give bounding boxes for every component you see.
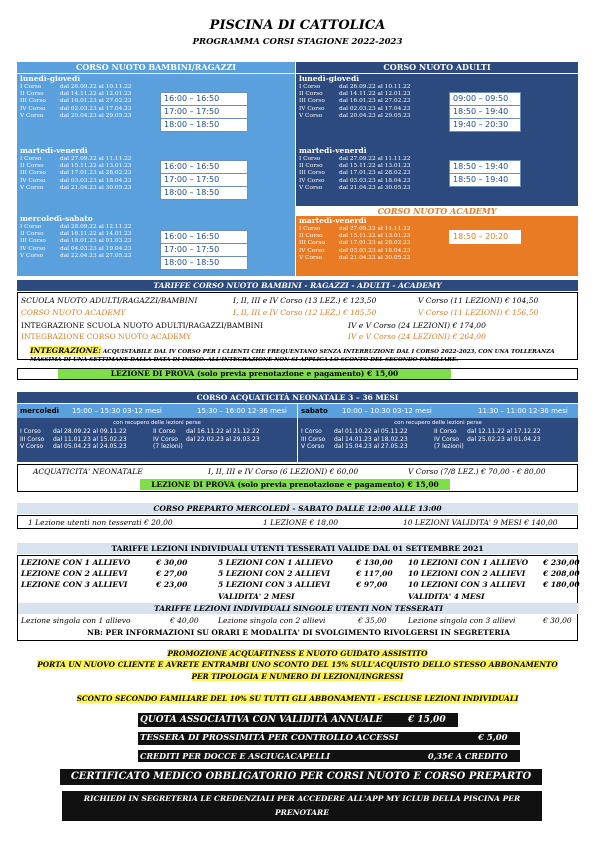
acqua-cell: (7 lezioni) — [434, 443, 464, 450]
kids-course-title: CORSO NUOTO BAMBINI/RAGAZZI — [17, 62, 295, 73]
academy-block — [296, 216, 578, 276]
course-dates: dal 17.01.23 al 28.02.23 — [60, 170, 132, 177]
acqua-prova: LEZIONE DI PROVA (solo previa prenotazione e pagamento) € 15,00 — [140, 479, 450, 490]
single-1-label: Lezione singola con 1 allievo — [21, 616, 131, 625]
course-row — [20, 156, 295, 163]
indiv-nb: NB: PER INFORMAZIONI SU ORARI E MODALITA' DI SVOLGIMENTO RIVOLGERSI IN SEGRETERIA — [86, 628, 510, 637]
course-dates: dal 18.01.23 al 01.03.23 — [60, 238, 132, 245]
acqua-cell: dal 05.04.23 al 24.05.23 — [53, 443, 127, 450]
course-row — [299, 91, 578, 98]
acqua-cell: (7 lezioni) — [153, 443, 183, 450]
course-dates: dal 15.11.22 al 13.01.23 — [339, 233, 411, 240]
course-name: II Corso — [20, 163, 44, 170]
integr-academy-label: INTEGRAZIONE CORSO NUOTO ACADEMY — [21, 332, 192, 341]
course-dates: dal 02.03.23 al 17.04.23 — [339, 105, 411, 112]
day-label: lunedì-giovedì — [20, 74, 81, 83]
indiv-cell: 5 LEZIONI CON 2 ALLIEVI — [218, 569, 331, 578]
time-slot: 16:00 – 16:50 — [160, 160, 248, 174]
indiv-cell: € 27,00 — [156, 569, 188, 578]
course-name: IV Corso — [299, 177, 325, 184]
adults-course-title: CORSO NUOTO ADULTI — [296, 62, 578, 73]
course-dates: dal 03.03.23 al 18.04.23 — [60, 177, 132, 184]
time-slot: 18:00 – 18:50 — [160, 186, 248, 200]
course-row — [20, 246, 295, 253]
course-name: I Corso — [299, 84, 321, 90]
course-dates: dal 20.04.23 al 29.05.23 — [60, 112, 132, 119]
course-name: I Corso — [20, 224, 42, 230]
course-name: II Corso — [299, 91, 323, 98]
time-slot: 17:00 – 17:50 — [160, 243, 248, 257]
tariffe-row2-label: CORSO NUOTO ACADEMY — [21, 308, 126, 317]
course-dates: dal 16.11.22 al 14.01.23 — [60, 231, 132, 238]
day-label: mercoledì-sabato — [20, 214, 93, 223]
course-dates: dal 27.09.22 al 11.11.22 — [339, 156, 411, 162]
course-row — [299, 106, 578, 113]
acqua-cell: IV Corso — [153, 435, 178, 443]
adults-block-mon-thu — [296, 74, 578, 146]
prova-text: LEZIONE DI PROVA (solo previa prenotazione e pagamento) € 15,00 — [58, 369, 451, 379]
course-name: V Corso — [299, 254, 323, 261]
course-row — [20, 185, 295, 192]
time-slot: 09:00 – 09:50 — [449, 92, 521, 106]
kids-block-wed-sat — [17, 214, 295, 276]
course-name: III Corso — [299, 98, 325, 105]
acqua-cell: dal 22.02.23 al 29.03.23 — [186, 435, 260, 443]
course-row — [20, 170, 295, 177]
time-slot: 18:50 – 19:40 — [449, 160, 521, 174]
course-dates: dal 28.09.22 al 12.11.22 — [60, 224, 132, 230]
preparto-c3: 10 LEZIONI VALIDITA' 9 MESI € 140,00 — [403, 518, 558, 527]
course-name: II Corso — [20, 91, 44, 98]
course-dates: dal 16.01.23 al 27.02.23 — [60, 98, 132, 105]
indiv-title: TARIFFE LEZIONI INDIVIDUALI UTENTI TESSERATI VALIDE DAL 01 SETTEMBRE 2021 — [17, 543, 578, 554]
acqua-row — [20, 443, 295, 451]
course-dates: dal 14.11.22 al 12.01.23 — [60, 91, 132, 98]
course-dates: dal 03.03.23 al 18.04.23 — [339, 247, 411, 254]
acqua-cell: II Corso — [434, 428, 457, 435]
course-row — [299, 255, 578, 262]
day-label: lunedì-giovedì — [299, 74, 360, 83]
course-row — [299, 98, 578, 105]
course-dates: dal 26.09.22 al 10.11.22 — [60, 84, 132, 90]
single-2-label: Lezione singola con 2 allievi — [218, 616, 326, 625]
app-line1: RICHIEDI IN SEGRETERIA LE CREDENZIALI PER ACCEDERE ALL'APP MY ICLUB DELLA PISCINA PER PRENOTARE — [83, 794, 521, 817]
course-row — [20, 91, 295, 98]
fee-quota: QUOTA ASSOCIATIVA CON VALIDITÀ ANNUALE € 15,00 — [138, 713, 458, 727]
tariffe-row2-price2: V Corso (11 LEZIONI) € 156,50 — [418, 308, 539, 317]
acqua-cell: I Corso — [20, 428, 41, 435]
acqua-row — [20, 436, 295, 444]
promo-line2: PORTA UN NUOVO CLIENTE E AVRETE ENTRAMBI UNO SCONTO DEL 15% SULL'ACQUISTO DELLO STESSO ABBONAMENTO — [37, 660, 558, 669]
course-name: III Corso — [299, 170, 325, 177]
course-row — [20, 231, 295, 238]
integr-label: INTEGRAZIONE SCUOLA NUOTO ADULTI/RAGAZZI/BAMBINI — [21, 321, 264, 330]
acqua-row — [301, 443, 576, 451]
page-title: PISCINA DI CATTOLICA — [209, 18, 386, 33]
course-row — [20, 84, 295, 91]
indiv-cell: LEZIONE CON 2 ALLIEVI — [21, 569, 128, 578]
acqua-right-recup: con recupero delle lezioni perse — [394, 420, 482, 426]
acqua-cell: V Corso — [301, 443, 325, 450]
acqua-right-t1: 10:00 – 10:30 03-12 mesi — [342, 407, 432, 415]
course-dates: dal 03.03.23 al 18.04.23 — [339, 177, 411, 184]
acqua-cell: dal 12.11.22 al 17.12.22 — [467, 428, 541, 435]
indiv-cell: € 230,00 — [543, 558, 580, 567]
acqua-row — [301, 436, 576, 444]
day-label: martedì-venerdì — [299, 216, 367, 225]
single-2-price: € 35,00 — [358, 616, 387, 625]
course-row — [299, 178, 578, 185]
course-row — [20, 106, 295, 113]
acqua-cell — [186, 443, 286, 451]
course-row — [20, 224, 295, 231]
acqua-cell: dal 28.09.22 al 09.11.22 — [53, 428, 127, 435]
indiv-single-title: TARIFFE LEZIONI INDIVIDUALI SINGOLE UTENTI NON TESSERATI — [18, 603, 579, 614]
acqua-right-day: sabato — [301, 407, 328, 415]
time-slot: 19:40 – 20:30 — [449, 118, 521, 132]
course-name: II Corso — [299, 233, 323, 240]
acqua-tariff-label: ACQUATICITA' NEONATALE — [33, 467, 143, 476]
day-label: martedì-venerdì — [299, 146, 367, 155]
course-name: II Corso — [299, 163, 323, 170]
course-dates: dal 15.11.22 al 13.01.23 — [60, 163, 132, 170]
preparto-title: CORSO PREPARTO MERCOLEDÌ - SABATO DALLE 12:00 ALLE 13:00 — [17, 503, 578, 514]
indiv-cell: € 208,00 — [543, 569, 580, 578]
acqua-tariff-price1: I, II, III e IV Corso (6 LEZIONI) € 60,00 — [208, 467, 359, 476]
time-slot: 18:00 – 18:50 — [160, 256, 248, 270]
acqua-title: CORSO ACQUATICITÀ NEONATALE 3 – 36 MESI — [17, 392, 578, 403]
preparto-table — [17, 515, 578, 529]
course-dates: dal 27.09.22 al 11.11.22 — [60, 156, 132, 162]
course-dates: dal 02.03.23 al 17.04.23 — [60, 105, 132, 112]
course-row — [299, 113, 578, 120]
indiv-cell: € 97,00 — [356, 580, 388, 589]
course-dates: dal 21.04.23 al 30.05.23 — [60, 184, 132, 191]
course-row — [20, 163, 295, 170]
single-1-price: € 40,00 — [170, 616, 199, 625]
acqua-row — [301, 428, 576, 436]
promo-line1: PROMOZIONE ACQUAFITNESS E NUOTO GUIDATO ASSISTITO — [167, 649, 428, 658]
integr-note-label: INTEGRAZIONE: — [30, 346, 101, 355]
indiv-cell: LEZIONE CON 3 ALLIEVI — [21, 580, 128, 589]
indiv-cell: € 180,00 — [543, 580, 580, 589]
acqua-cell: dal 14.01.23 al 18.02.23 — [334, 435, 408, 443]
course-name: II Corso — [20, 231, 44, 238]
indiv-cell: € 30,00 — [156, 558, 188, 567]
tariffe-row1-price2: V Corso (11 LEZIONI) € 104,50 — [418, 296, 539, 305]
fee-tessera: TESSERA DI PROSSIMITÀ PER CONTROLLO ACCESSI € 5,00 — [138, 732, 520, 745]
indiv-cell: LEZIONE CON 1 ALLIEVO — [21, 558, 131, 567]
time-slot: 18:50 – 20:20 — [449, 230, 521, 244]
indiv-table — [17, 555, 578, 641]
acqua-cell: II Corso — [153, 428, 176, 435]
acqua-cell: dal 11.01.23 al 15.02.23 — [53, 435, 127, 443]
course-dates: dal 16.01.23 al 27.02.23 — [339, 98, 411, 105]
fee-crediti: CREDITI PER DOCCE E ASCIUGACAPELLI 0,35€ A CREDITO — [138, 750, 520, 762]
course-row — [20, 98, 295, 105]
course-dates: dal 26.09.22 al 10.11.22 — [339, 84, 411, 90]
acqua-cell: III Corso — [301, 435, 326, 443]
course-dates: dal 14.11.22 al 12.01.23 — [339, 91, 411, 98]
single-3-price: € 30,00 — [543, 616, 572, 625]
course-row — [20, 113, 295, 120]
acqua-cell: dal 15.04.23 al 27.05.23 — [334, 443, 408, 450]
course-row — [299, 163, 578, 170]
indiv-valid-2: VALIDITA' 2 MESI — [218, 592, 295, 601]
course-dates: dal 17.01.23 al 28.02.23 — [339, 170, 411, 177]
indiv-cell: € 23,00 — [156, 580, 188, 589]
time-slot: 16:00 – 16:50 — [160, 230, 248, 244]
course-row — [20, 178, 295, 185]
course-row — [299, 156, 578, 163]
course-name: IV Corso — [299, 247, 325, 254]
integr-academy-price: IV e V Corso (24 LEZIONI) € 264,00 — [348, 332, 486, 341]
promo-line4: SCONTO SECONDO FAMILIARE DEL 10% SU TUTTI GLI ABBONAMENTI - ESCLUSE LEZIONI INDIVIDUALI — [76, 694, 519, 703]
course-name: IV Corso — [20, 177, 46, 184]
course-name: III Corso — [20, 238, 46, 245]
course-name: IV Corso — [20, 245, 46, 252]
course-name: III Corso — [20, 170, 46, 177]
course-row — [299, 240, 578, 247]
course-dates: dal 17.01.23 al 28.02.23 — [339, 240, 411, 247]
day-label: martedì-venerdì — [20, 146, 88, 155]
course-dates: dal 27.09.22 al 11.11.22 — [339, 226, 411, 232]
course-dates: dal 22.04.23 al 27.05.23 — [60, 252, 132, 259]
acqua-left-block — [17, 404, 297, 462]
indiv-cell: € 117,00 — [356, 569, 393, 578]
course-row — [20, 253, 295, 260]
course-name: V Corso — [20, 184, 44, 191]
acqua-left-t1: 15:00 – 15:30 03-12 mesi — [72, 407, 162, 415]
acqua-left-t2: 15:30 – 16:00 12-36 mesi — [197, 407, 287, 415]
acqua-row — [20, 428, 295, 436]
acqua-right-block — [298, 404, 578, 462]
course-row — [299, 233, 578, 240]
course-name: IV Corso — [20, 105, 46, 112]
integr-price: IV e V Corso (24 LEZIONI) € 174,00 — [348, 321, 486, 330]
acqua-cell: dal 01.10.22 al 05.11.22 — [334, 428, 408, 435]
course-name: V Corso — [20, 252, 44, 259]
course-name: V Corso — [299, 112, 323, 119]
acqua-tariff-price2: V Corso (7/8 LEZ.) € 70,00 - € 80,00 — [408, 467, 546, 476]
course-row — [299, 185, 578, 192]
adults-block-tue-fri — [296, 146, 578, 206]
tariffe-row1-label: SCUOLA NUOTO ADULTI/RAGAZZI/BAMBINI — [21, 296, 198, 305]
acqua-cell — [467, 443, 567, 451]
indiv-cell: 5 LEZIONI CON 3 ALLIEVI — [218, 580, 331, 589]
acqua-cell: V Corso — [20, 443, 44, 450]
acqua-cell: III Corso — [20, 435, 45, 443]
course-name: III Corso — [20, 98, 46, 105]
acqua-cell: IV Corso — [434, 435, 459, 443]
acqua-left-recup: con recupero delle lezioni perse — [113, 420, 201, 426]
kids-block-mon-thu — [17, 74, 295, 146]
time-slot: 18:50 – 19:40 — [449, 105, 521, 119]
course-name: I Corso — [299, 226, 321, 232]
promo-line3: PER TIPOLOGIA E NUMERO DI LEZIONI/INGRESSI — [191, 672, 404, 681]
tariffe-row1-price1: I, II, III e IV Corso (13 LEZ.) € 123,50 — [233, 296, 377, 305]
academy-title: CORSO NUOTO ACADEMY — [296, 206, 578, 216]
course-row — [299, 248, 578, 255]
kids-block-tue-fri — [17, 146, 295, 214]
course-dates: dal 15.11.22 al 13.01.23 — [339, 163, 411, 170]
app-banner — [62, 791, 542, 831]
course-name: V Corso — [20, 112, 44, 119]
time-slot: 18:00 – 18:50 — [160, 118, 248, 132]
course-dates: dal 04.03.23 al 19.04.23 — [60, 245, 132, 252]
acqua-right-t2: 11:30 – 11:00 12-36 mesi — [478, 407, 568, 415]
indiv-cell: 10 LEZIONI CON 1 ALLIEVO — [408, 558, 529, 567]
course-dates: dal 20.04.23 al 29.05.23 — [339, 112, 411, 119]
indiv-valid-4: VALIDITA' 4 MESI — [408, 592, 485, 601]
indiv-cell: 10 LEZIONI CON 2 ALLIEVI — [408, 569, 526, 578]
course-name: III Corso — [299, 240, 325, 247]
course-row — [299, 226, 578, 233]
acqua-cell: dal 16.11.22 al 21.12.22 — [186, 428, 260, 435]
indiv-cell: 10 LEZIONI CON 3 ALLIEVI — [408, 580, 526, 589]
time-slot: 17:00 – 17:50 — [160, 173, 248, 187]
acqua-tariff — [17, 464, 578, 492]
single-3-label: Lezione singola con 3 allievi — [408, 616, 516, 625]
course-name: I Corso — [299, 156, 321, 162]
app-line2: LE LEZIONI DI FITNESS, INDIVIDUALI, PRE PARTO E CONTROLLARE LO STATO DEL TUO ABBONAMENTO — [73, 822, 531, 831]
course-name: IV Corso — [299, 105, 325, 112]
course-name: V Corso — [299, 184, 323, 191]
preparto-c1: 1 Lezione utenti non tesserati € 20,00 — [28, 518, 173, 527]
tariffe-title: TARIFFE CORSO NUOTO BAMBINI - RAGAZZI - ADULTI - ACADEMY — [17, 280, 578, 291]
course-row — [299, 84, 578, 91]
page-subtitle: PROGRAMMA CORSI STAGIONE 2022-2023 — [192, 37, 403, 47]
course-row — [299, 170, 578, 177]
course-name: I Corso — [20, 84, 42, 90]
tariffe-row2-price1: I, II, III e IV Corso (12 LEZ.) € 185,50 — [233, 308, 377, 317]
acqua-cell: dal 25.02.23 al 01.04.23 — [467, 435, 541, 443]
course-name: I Corso — [20, 156, 42, 162]
integr-note — [30, 347, 570, 364]
time-slot: 18:50 – 19:40 — [449, 173, 521, 187]
course-dates: dal 21.04.23 al 30.05.23 — [339, 254, 411, 261]
indiv-cell: 5 LEZIONI CON 1 ALLIEVO — [218, 558, 333, 567]
time-slot: 16:00 – 16:50 — [160, 92, 248, 106]
acqua-cell: I Corso — [301, 428, 322, 435]
course-row — [20, 238, 295, 245]
preparto-c2: 1 LEZIONE € 18,00 — [263, 518, 338, 527]
time-slot: 17:00 – 17:50 — [160, 105, 248, 119]
acqua-left-day: mercoledì — [20, 407, 60, 415]
integr-note-text: ACQUISTABILE DAL IV CORSO PER I CLIENTI CHE FREQUENTANO SENZA INTERRUZIONE DAL I CORSO 2022-2023, CON UNA TOLLERANZA MASSIMA DI UNA SETTIMANE DALLA DATA DI INIZIO. ALL'INTEGRAZIONE NON SI APPLICA LO SCONTO DEL SECONDO FAMILIARE. — [30, 349, 555, 363]
indiv-cell: € 130,00 — [356, 558, 393, 567]
prova-row — [17, 368, 578, 380]
certificato-banner: CERTIFICATO MEDICO OBBLIGATORIO PER CORSI NUOTO E CORSO PREPARTO — [60, 769, 542, 785]
course-dates: dal 21.04.23 al 30.05.23 — [339, 184, 411, 191]
